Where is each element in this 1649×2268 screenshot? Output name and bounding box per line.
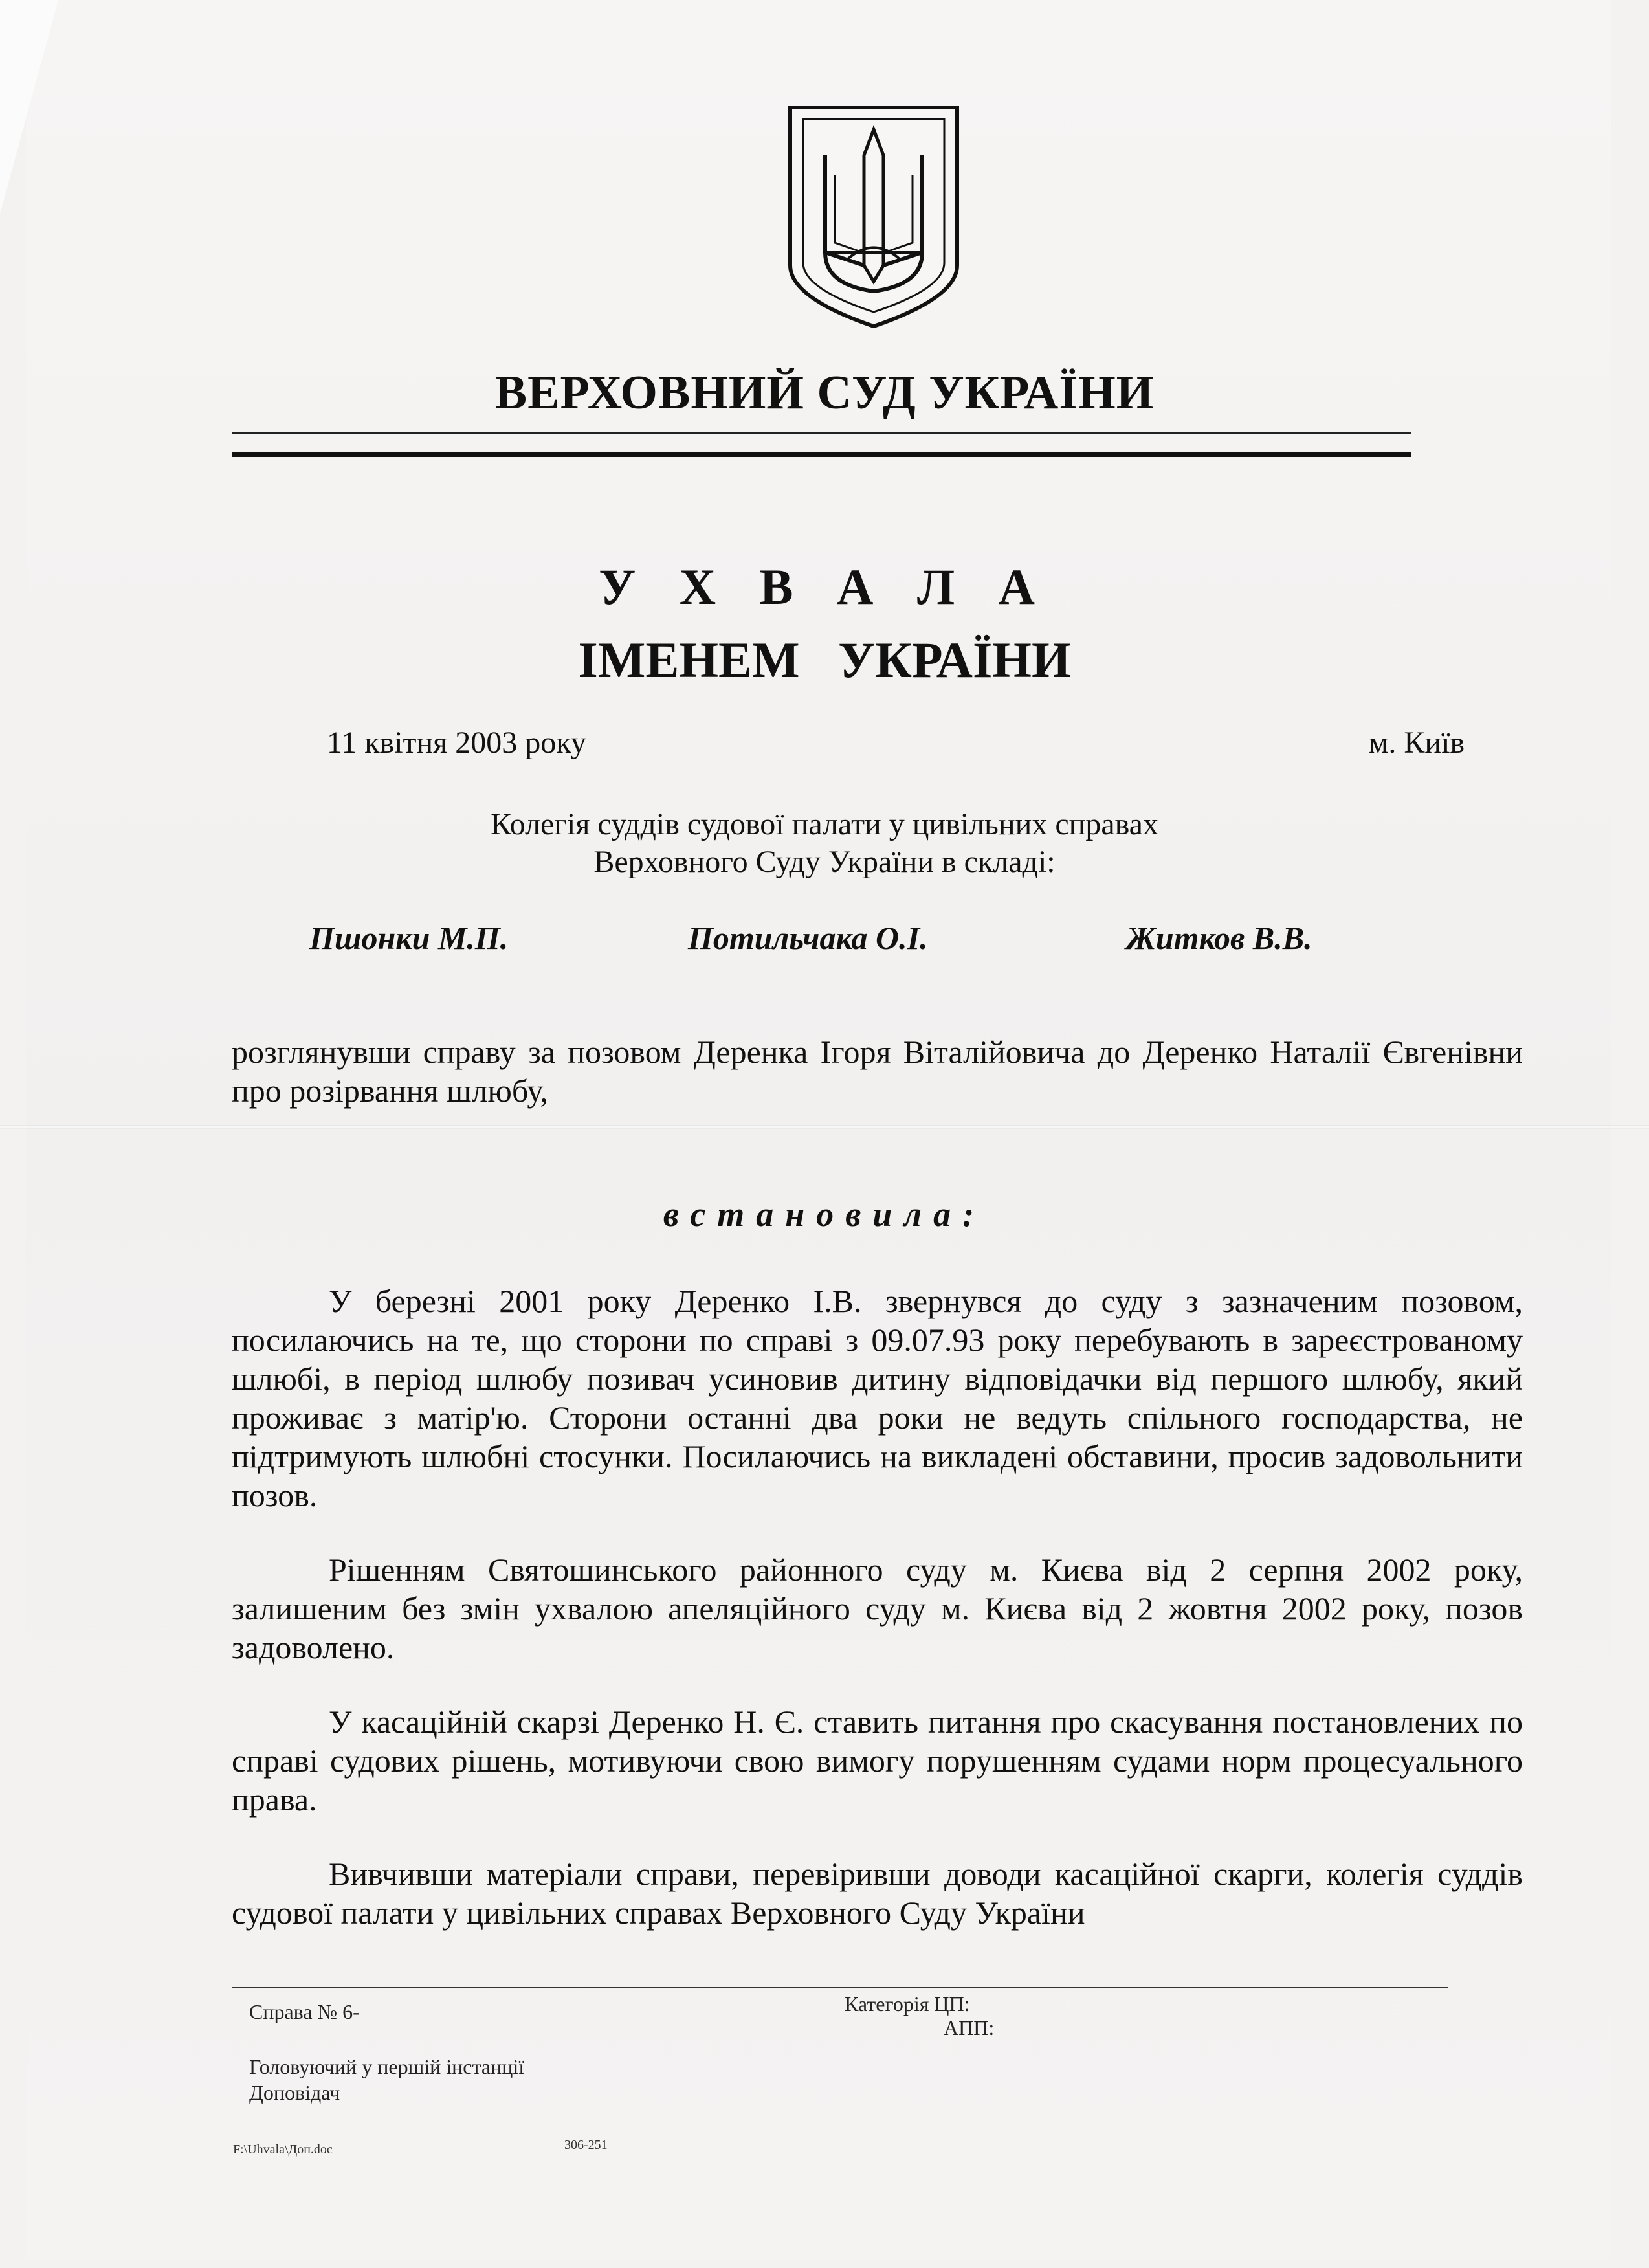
paper-fold-crease	[0, 1125, 1649, 1129]
category-label: Категорія ЦП:	[845, 1992, 970, 2016]
panel-line-2: Верховного Суду України в складі:	[593, 845, 1056, 879]
body-paragraph: Вивчивши матеріали справи, перевіривши доводи касаційної скарги, колегія суддів судової палати у цивільних справах Верховного Суду України	[232, 1856, 1523, 1931]
judge-name: Житков В.В.	[1126, 920, 1312, 956]
judge-name: Потильчака О.І.	[688, 920, 928, 956]
court-name: ВЕРХОВНИЙ СУД УКРАЇНИ	[494, 366, 1155, 419]
folded-corner	[0, 0, 58, 214]
intro-paragraph: розглянувши справу за позовом Деренка Ігоря Віталійовича до Деренко Наталії Євгенівни про розірвання шлюбу,	[232, 1034, 1523, 1109]
document-subtitle: ІМЕНЕМ УКРАЇНИ	[578, 632, 1071, 688]
body-paragraph: Рішенням Святошинського районного суду м. Києва від 2 серпня 2002 року, залишеним без змін ухвалою апеляційного суду м. Києва від 2 жовтня 2002 року, позов задоволено.	[232, 1551, 1523, 1665]
header-rule-thin	[232, 432, 1411, 434]
document-code: 306-251	[564, 2138, 608, 2152]
document-date: 11 квітня 2003 року	[327, 726, 586, 760]
app-label: АПП:	[944, 2016, 995, 2040]
footer-rule	[232, 1987, 1448, 1988]
body-paragraph: У березні 2001 року Деренко І.В. звернувся до суду з зазначеним позовом, посилаючись на те, що сторони по справі з 09.07.93 року перебувають в зареєстрованому шлюбі, в період шлюбу позивач усиновив дитину відповідачки від першого шлюбу, який проживає з матір'ю. Сторони останні два роки не ведуть спільного господарства, не підтримують шлюбні стосунки. Посилаючись на викладені обставини, просив задовольнити позов.	[232, 1283, 1523, 1513]
header-rule-thick	[232, 452, 1411, 457]
trident-emblem-icon	[786, 104, 961, 330]
section-heading: встановила:	[663, 1195, 986, 1234]
document-title: У Х В А Л А	[599, 559, 1050, 615]
case-number: Справа № 6-	[249, 2000, 360, 2023]
document-city: м. Київ	[1369, 726, 1465, 760]
judge-name: Пшонки М.П.	[309, 920, 509, 956]
panel-line-1: Колегія суддів судової палати у цивільних справах	[491, 807, 1158, 841]
presiding-label: Головуючий у першій інстанції	[249, 2055, 525, 2078]
panel-composition	[0, 806, 1649, 881]
reporter-label: Доповідач	[249, 2081, 340, 2104]
body-paragraph: У касаційній скарзі Деренко Н. Є. ставить питання про скасування постановлених по справі судових рішень, мотивуючи свою вимогу порушенням судами норм процесуального права.	[232, 1704, 1523, 1818]
file-path: F:\Uhvala\Доп.doc	[233, 2142, 333, 2157]
